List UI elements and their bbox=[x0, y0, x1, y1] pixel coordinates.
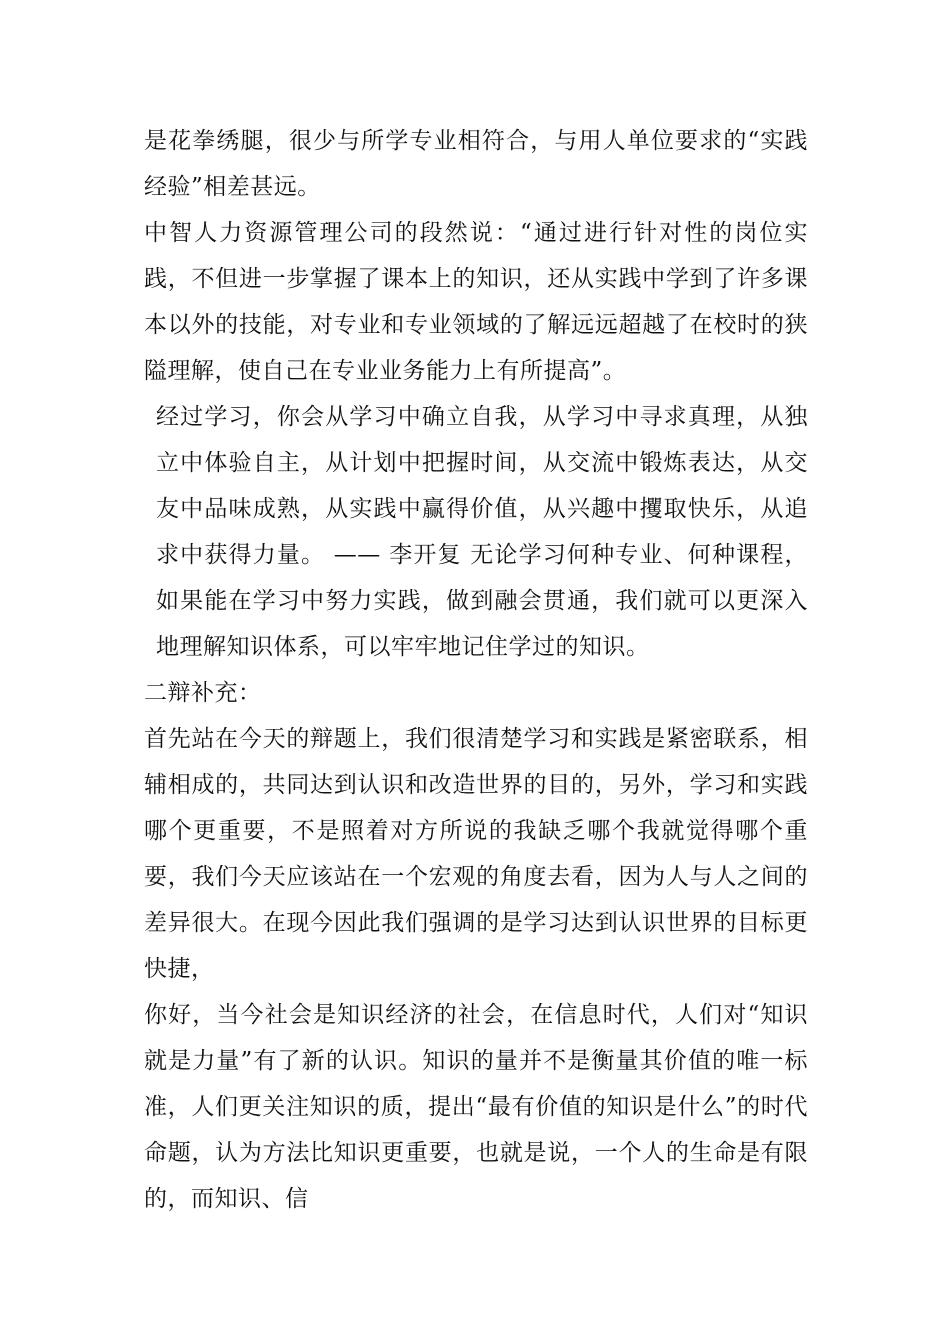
paragraph-3: 经过学习，你会从学习中确立自我，从学习中寻求真理，从独立中体验自主，从计划中把握时间，从交流中锻炼表达，从交友中品味成熟，从实践中赢得价值，从兴趣中攫取快乐，从追求中获得力量。 —— 李开复 无论学习何种专业、何种课程，如果能在学习中努力实践，做到融会贯通，我们就可以更深入地理解知识体系，可以牢牢地记住学过的知识。 bbox=[156, 404, 808, 660]
section-heading: 二辩补充： bbox=[144, 680, 262, 706]
document-body bbox=[144, 118, 808, 1222]
paragraph-1: 是花拳绣腿，很少与所学专业相符合，与用人单位要求的“实践经验”相差甚远。 bbox=[144, 128, 808, 200]
paragraph-2: 中智人力资源管理公司的段然说：“通过进行针对性的岗位实践，不但进一步掌握了课本上的知识，还从实践中学到了许多课本以外的技能，对专业和专业领域的了解远远超越了在校时的狭隘理解，使自己在专业业务能力上有所提高”。 bbox=[144, 220, 808, 384]
paragraph-4: 首先站在今天的辩题上，我们很清楚学习和实践是紧密联系，相辅相成的，共同达到认识和改造世界的目的，另外，学习和实践哪个更重要，不是照着对方所说的我缺乏哪个我就觉得哪个重要，我们今天应该站在一个宏观的角度去看，因为人与人之间的差异很大。在现今因此我们强调的是学习达到认识世界的目标更快捷， bbox=[144, 726, 808, 982]
paragraph-5: 你好，当今社会是知识经济的社会，在信息时代，人们对“知识就是力量”有了新的认识。知识的量并不是衡量其价值的唯一标准，人们更关注知识的质，提出“最有价值的知识是什么”的时代命题，认为方法比知识更重要，也就是说，一个人的生命是有限的，而知识、信 bbox=[144, 1002, 808, 1212]
